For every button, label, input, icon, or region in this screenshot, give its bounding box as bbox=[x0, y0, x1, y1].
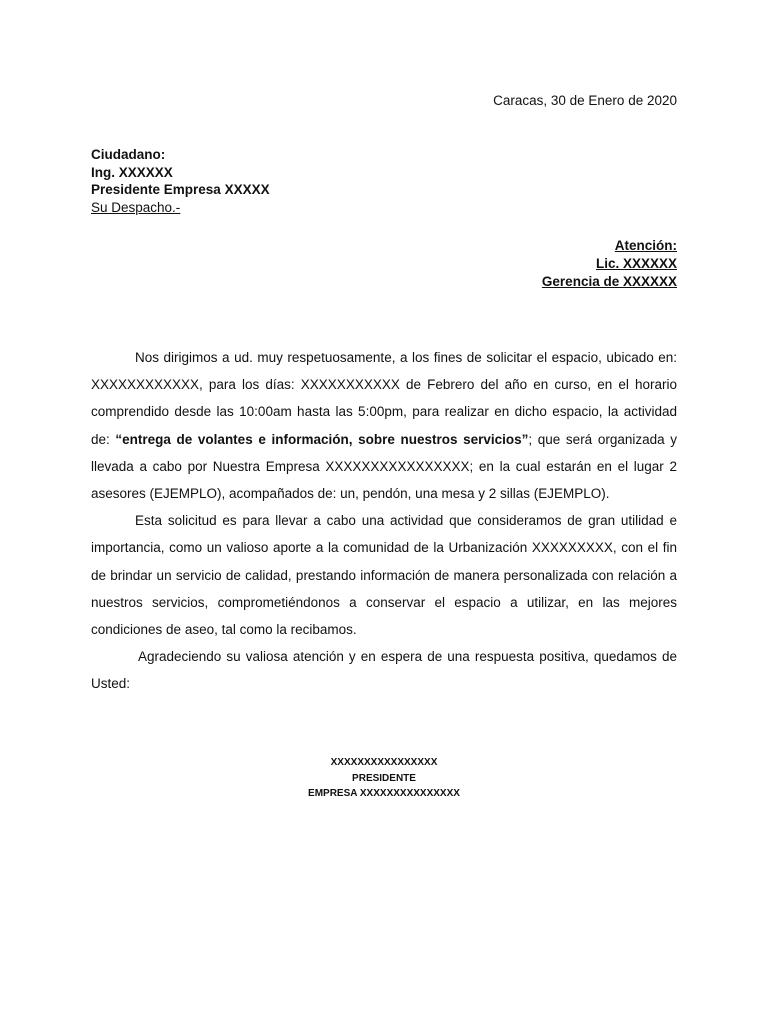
body-p1-text-a: Nos dirigimos a ud. muy respetuosamente, a los fines de solicitar el espacio, ubicado en: XXXXXXXXXXXX, para los días: XXXXXXXXXXX de Febrero del año en curso, en el horario comprendido desde las 10:00am hasta las 5:00pm, para realizar en dicho espacio, la actividad de: bbox=[91, 350, 677, 447]
attention-block bbox=[542, 237, 677, 291]
body-paragraph-3: Agradeciendo su valiosa atención y en espera de una respuesta positiva, quedamos de Usted: bbox=[91, 649, 677, 692]
recipient-office: Su Despacho.- bbox=[91, 199, 181, 215]
letter-body bbox=[91, 344, 677, 698]
body-paragraph-1 bbox=[91, 344, 677, 507]
body-p1-bold-activity: “entrega de volantes e información, sobre nuestros servicios” bbox=[115, 431, 529, 447]
body-p1-text-b: ; que será organizada y llevada a cabo por Nuestra Empresa XXXXXXXXXXXXXXXX; en la cual estarán en el lugar 2 asesores (EJEMPLO), acompañados de: un, pendón, una mesa y 2 sillas (EJEMPLO). bbox=[91, 431, 677, 502]
recipient-name: Ing. XXXXXX bbox=[91, 164, 173, 180]
signature-company: EMPRESA XXXXXXXXXXXXXXX bbox=[308, 788, 460, 799]
attention-department: Gerencia de XXXXXX bbox=[541, 274, 677, 289]
body-paragraph-2: Esta solicitud es para llevar a cabo una actividad que consideramos de gran utilidad e importancia, como un valioso aporte a la comunidad de la Urbanización XXXXXXXXX, con el fin de brindar un servicio de calidad, prestando información de manera personalizada con relación a nuestros servicios, comprometiéndonos a conservar el espacio a utilizar, en las mejores condiciones de aseo, tal como la recibamos. bbox=[91, 513, 677, 638]
signature-name: XXXXXXXXXXXXXXXX bbox=[330, 757, 438, 768]
signature-block bbox=[0, 755, 768, 802]
attention-name: Lic. XXXXXX bbox=[595, 256, 677, 271]
recipient-position: Presidente Empresa XXXXX bbox=[91, 182, 270, 197]
letter-date: Caracas, 30 de Enero de 2020 bbox=[493, 93, 677, 108]
signature-title: PRESIDENTE bbox=[352, 772, 416, 784]
attention-label: Atención: bbox=[614, 238, 677, 253]
recipient-block bbox=[91, 146, 270, 216]
recipient-salutation: Ciudadano: bbox=[91, 147, 166, 162]
